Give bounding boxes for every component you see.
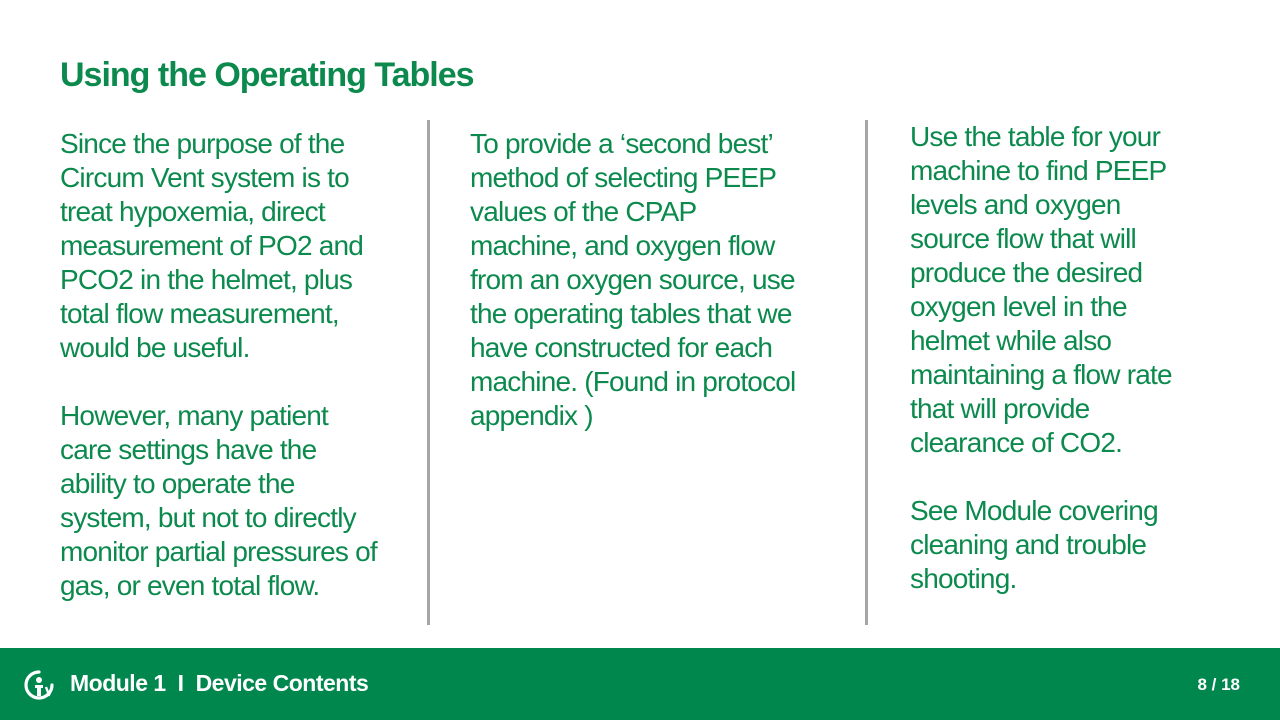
footer-section-title: Device Contents [195, 670, 369, 696]
left-paragraph-2: However, many patient care settings have the ability to operate the system, but not to directly monitor partial pressures of gas, or even total flow. [60, 400, 377, 601]
footer-separator: I [177, 670, 184, 696]
right-column [910, 120, 1230, 630]
page-number: 8 / 18 [1197, 675, 1240, 694]
middle-paragraph-1: To provide a ‘second best’ method of selecting PEEP values of the CPAP machine, and oxygen flow from an oxygen source, use the operating tables that we have constructed for each machine. (Found in protocol appendix ) [470, 128, 796, 431]
right-paragraph-1: Use the table for your machine to find PEEP levels and oxygen source flow that will produce the desired oxygen level in the helmet while also maintaining a flow rate that will provide clearance of CO2. [910, 121, 1172, 458]
left-column [60, 127, 410, 637]
footer-bar [0, 648, 1280, 720]
circumvent-logo-icon [22, 668, 56, 702]
column-divider-2 [865, 120, 868, 625]
page-title: Using the Operating Tables [60, 56, 474, 94]
left-paragraph-1: Since the purpose of the Circum Vent system is to treat hypoxemia, direct measurement of PO2 and PCO2 in the helmet, plus total flow measurement, would be useful. [60, 128, 364, 363]
middle-column [470, 127, 840, 467]
footer-module-label [70, 670, 368, 697]
right-paragraph-2: See Module covering cleaning and trouble shooting. [910, 495, 1158, 594]
footer-module-number: Module 1 [70, 670, 166, 696]
column-divider-1 [427, 120, 430, 625]
